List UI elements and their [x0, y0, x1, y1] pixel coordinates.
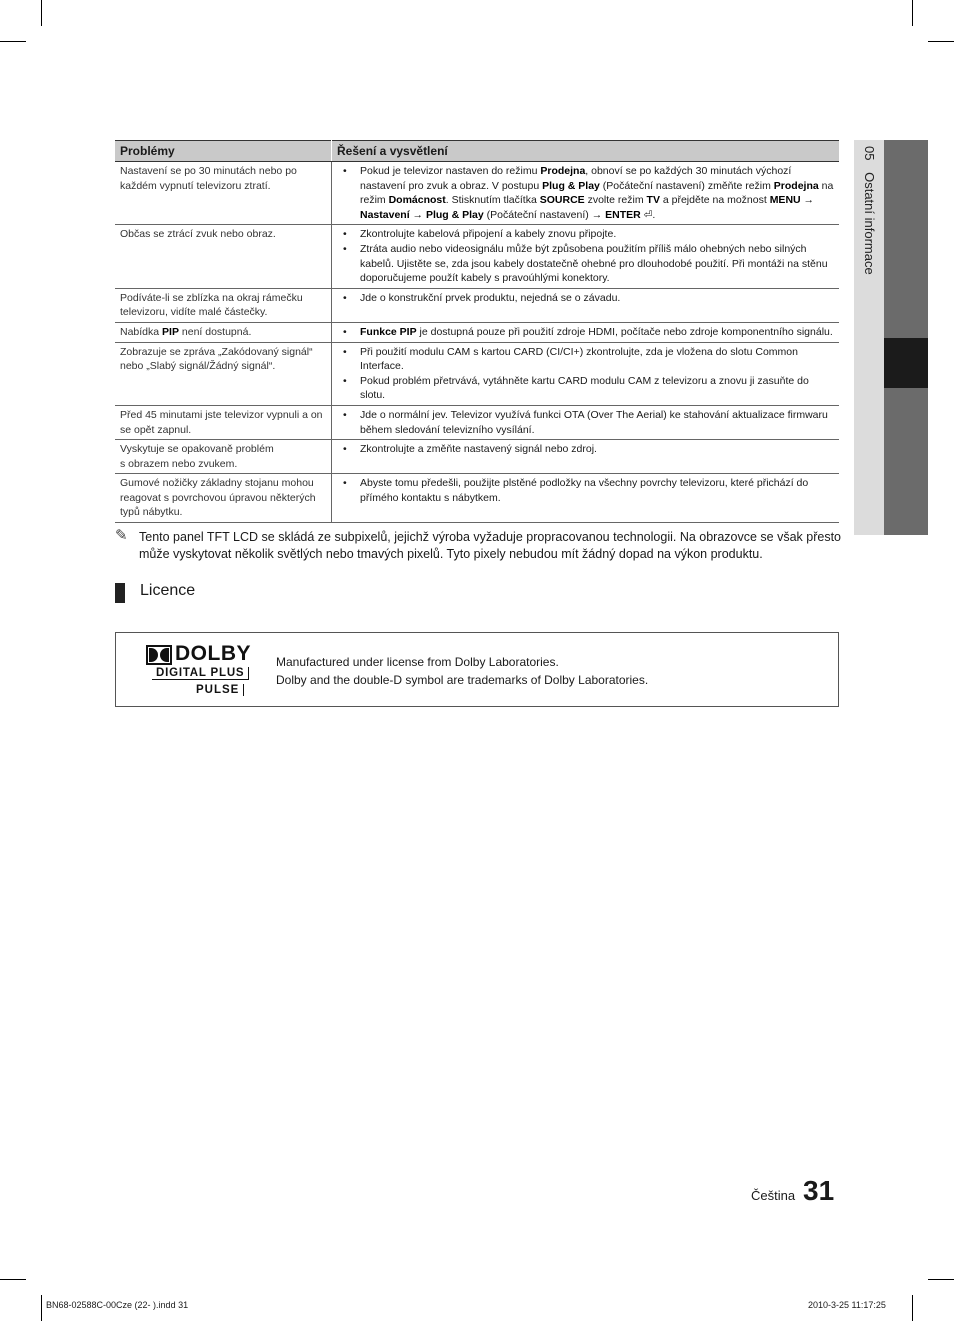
problem-cell: Nabídka PIP není dostupná. — [115, 322, 332, 342]
solution-list — [337, 325, 834, 340]
table-row — [115, 474, 839, 523]
problem-cell: Zobrazuje se zpráva „Zakódovaný signál“ nebo „Slabý signál/Žádný signál“. — [115, 342, 332, 405]
solution-list — [337, 442, 834, 457]
imprint-datetime: 2010-3-25 11:17:25 — [808, 1300, 886, 1310]
solution-cell — [332, 162, 840, 225]
pencil-note-icon: ✎ — [115, 527, 128, 544]
heading-bar — [115, 583, 125, 603]
solution-item: • Pokud je televizor nastaven do režimu Prodejna, obnoví se po každých 30 minutách výchozí nastavení pro zvuk a obraz. V postupu Plug & Play (Počáteční nastavení) změňte režim Prodejna na režim Domácnost. Stisknutím tlačítka SOURCE zvolte režim TV a přejděte na možnost MENU → Nastavení → Plug & Play (Počáteční nastavení) → ENTER ⏎. — [337, 164, 834, 222]
solution-list — [337, 345, 834, 403]
crop-mark — [41, 0, 42, 26]
solution-cell — [332, 440, 840, 474]
licence-text — [276, 653, 648, 689]
solution-cell — [332, 342, 840, 405]
table-row — [115, 288, 839, 322]
solution-list — [337, 408, 834, 437]
crop-mark — [928, 41, 954, 42]
lcd-pixel-note — [115, 529, 845, 563]
solution-cell — [332, 225, 840, 288]
solution-list — [337, 164, 834, 222]
footer-language: Čeština — [751, 1188, 796, 1203]
solution-item: • Zkontrolujte kabelová připojení a kabely znovu připojte. — [337, 227, 834, 242]
table-row — [115, 162, 839, 225]
table-row — [115, 440, 839, 474]
table-row — [115, 322, 839, 342]
solution-item: • Abyste tomu předešli, použijte plstěné podložky na všechny povrchy televizoru, které přichází do přímého kontaktu s nábytkem. — [337, 476, 834, 505]
crop-mark — [912, 0, 913, 26]
solution-item: • Funkce PIP je dostupná pouze při použití zdroje HDMI, počítače nebo zdroje komponentního signálu. — [337, 325, 834, 340]
problem-cell: Podíváte-li se zblízka na okraj rámečku televizoru, vidíte malé částečky. — [115, 288, 332, 322]
solution-item: • Při použití modulu CAM s kartou CARD (CI/CI+) zkontrolujte, zda je vložena do slotu Common Interface. — [337, 345, 834, 374]
licence-heading: Licence — [140, 582, 196, 599]
licence-line: Manufactured under license from Dolby Laboratories. — [276, 655, 559, 669]
solution-item: • Jde o normální jev. Televizor využívá funkci OTA (Over The Aerial) ke stahování aktualizace firmwaru během sledování televizního vysílání. — [337, 408, 834, 437]
column-header-problems: Problémy — [115, 141, 332, 162]
dolby-logo — [146, 642, 251, 701]
problem-cell: Gumové nožičky základny stojanu mohou reagovat s povrchovou úpravou některých typů nábytku. — [115, 474, 332, 523]
chapter-side-tab — [854, 140, 928, 535]
imprint-file: BN68-02588C-00Cze (22- ).indd 31 — [46, 1300, 189, 1310]
column-header-solutions: Řešení a vysvětlení — [332, 141, 840, 162]
solution-item: • Zkontrolujte a změňte nastavený signál nebo zdroj. — [337, 442, 834, 457]
troubleshooting-table — [115, 140, 839, 523]
crop-mark — [928, 1279, 954, 1280]
solution-item: • Ztráta audio nebo videosignálu může být způsobena použitím příliš málo ohebných nebo silných kabelů. Ujistěte se, zda jsou kabely dostatečně ohebné pro dlouhodobé použití. Při montáži na stěnu doporučujeme použít kabely s pravoúhlými konektory. — [337, 242, 834, 286]
chapter-number: 05 — [862, 146, 877, 161]
page-number: 31 — [803, 1175, 835, 1206]
solution-list — [337, 291, 834, 306]
problem-cell: Občas se ztrácí zvuk nebo obraz. — [115, 225, 332, 288]
solution-cell — [332, 405, 840, 439]
solution-list — [337, 227, 834, 285]
solution-item: • Pokud problém přetrvává, vytáhněte kartu CARD modulu CAM z televizoru a znovu ji zasuňte do slotu. — [337, 374, 834, 403]
dolby-logo-pulse: PULSE — [196, 684, 244, 696]
table-row — [115, 225, 839, 288]
licence-line: Dolby and the double-D symbol are trademarks of Dolby Laboratories. — [276, 673, 649, 687]
licence-box — [115, 632, 839, 707]
crop-mark — [41, 1295, 42, 1321]
problem-cell: Vyskytuje se opakovaně problém s obrazem nebo zvukem. — [115, 440, 332, 474]
problem-cell: Nastavení se po 30 minutách nebo po každém vypnutí televizoru ztratí. — [115, 162, 332, 225]
chapter-marker — [884, 338, 928, 388]
chapter-label — [862, 146, 877, 275]
crop-mark — [0, 1279, 26, 1280]
solution-list — [337, 476, 834, 505]
problem-cell: Před 45 minutami jste televizor vypnuli a on se opět zapnul. — [115, 405, 332, 439]
note-text: Tento panel TFT LCD se skládá ze subpixelů, jejichž výroba vyžaduje propracovanou technologii. Na obrazovce se však přesto může vyskytovat několik světlých nebo tmavých pixelů. Tyto pixely nebudou mít žádný dopad na výkon produktu. — [139, 530, 842, 561]
table-row — [115, 405, 839, 439]
crop-mark — [912, 1295, 913, 1321]
chapter-title: Ostatní informace — [862, 172, 877, 275]
solution-cell — [332, 288, 840, 322]
table-header-row — [115, 141, 839, 162]
table-row — [115, 342, 839, 405]
solution-cell — [332, 322, 840, 342]
crop-mark — [0, 41, 26, 42]
dolby-logo-word: DOLBY — [175, 642, 251, 665]
solution-cell — [332, 474, 840, 523]
double-d-icon — [146, 645, 172, 665]
dolby-logo-digital-plus: DIGITAL PLUS — [152, 667, 249, 680]
solution-item: • Jde o konstrukční prvek produktu, nejedná se o závadu. — [337, 291, 834, 306]
table-body — [115, 162, 839, 523]
